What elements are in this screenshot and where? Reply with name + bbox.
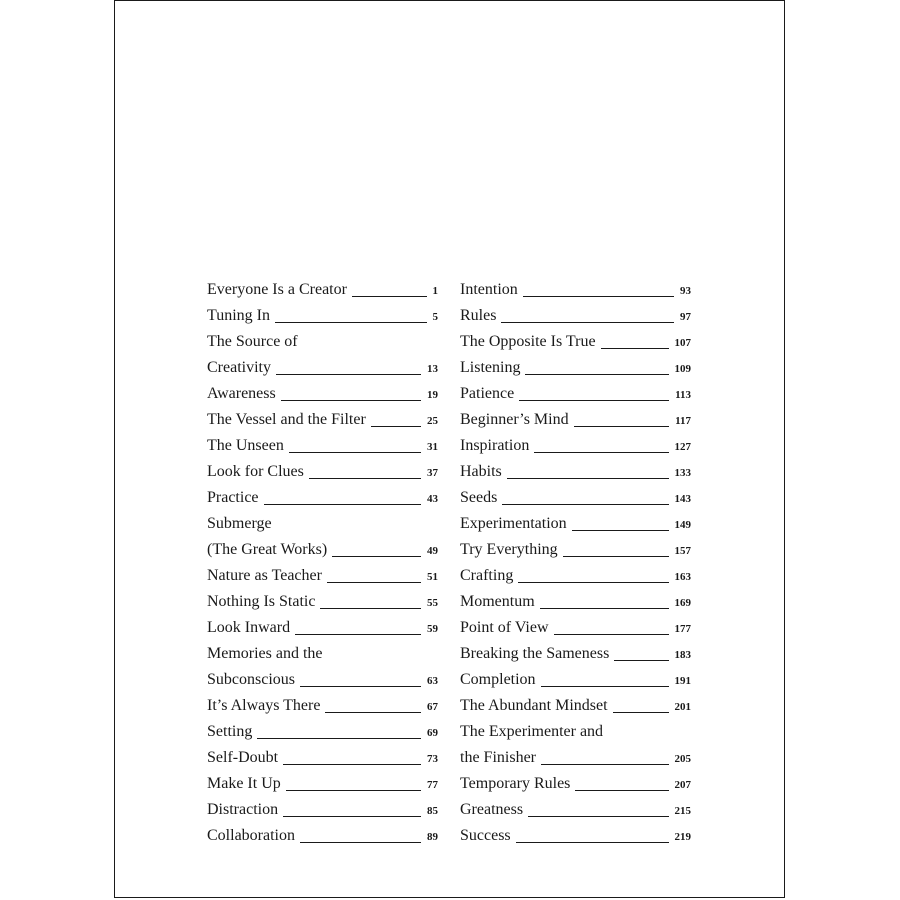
- toc-entry-title: The Opposite Is True: [460, 333, 596, 350]
- toc-entry-page-number: 13: [427, 363, 438, 375]
- toc-entry: [460, 275, 691, 301]
- toc-entry: [460, 509, 691, 535]
- toc-entry: [460, 639, 691, 665]
- toc-entry-title: The Vessel and the Filter: [207, 411, 366, 428]
- toc-leader-line: [518, 582, 668, 583]
- toc-entry-page-number: 67: [427, 701, 438, 713]
- toc-entry-title: Habits: [460, 463, 502, 480]
- toc-entry-title: Seeds: [460, 489, 498, 506]
- toc-leader-line: [501, 322, 674, 323]
- toc-entry-page-number: 51: [427, 571, 438, 583]
- toc-leader-line: [295, 634, 421, 635]
- toc-leader-line: [574, 426, 670, 427]
- toc-entry-title: Collaboration: [207, 827, 295, 844]
- toc-entry: [460, 535, 691, 561]
- toc-entry: [207, 327, 438, 353]
- toc-entry: [207, 379, 438, 405]
- toc-entry-page-number: 113: [675, 389, 691, 401]
- toc-leader-line: [300, 842, 421, 843]
- toc-entry-title: Try Everything: [460, 541, 558, 558]
- toc-entry: [207, 561, 438, 587]
- toc-entry-title: Creativity: [207, 359, 271, 376]
- toc-entry-title: Awareness: [207, 385, 276, 402]
- toc-entry: [207, 665, 438, 691]
- toc-entry: [207, 483, 438, 509]
- toc-column-right: [460, 275, 691, 847]
- toc-entry-title: Beginner’s Mind: [460, 411, 569, 428]
- toc-leader-line: [519, 400, 669, 401]
- toc-entry: [460, 587, 691, 613]
- toc-entry-title: Intention: [460, 281, 518, 298]
- toc-entry: [207, 457, 438, 483]
- toc-leader-line: [325, 712, 421, 713]
- toc-entry-title: Subconscious: [207, 671, 295, 688]
- toc-entry-title: Memories and the: [207, 645, 323, 662]
- toc-entry-title: Patience: [460, 385, 515, 402]
- toc-leader-line: [283, 764, 421, 765]
- toc-entry: [460, 483, 691, 509]
- toc-entry-title: Self-Doubt: [207, 749, 279, 766]
- toc-entry: [460, 613, 691, 639]
- toc-entry-page-number: 143: [674, 493, 691, 505]
- toc-entry-page-number: 63: [427, 675, 438, 687]
- toc-entry-page-number: 177: [674, 623, 691, 635]
- toc-entry: [460, 795, 691, 821]
- toc-leader-line: [264, 504, 421, 505]
- toc-leader-line: [507, 478, 669, 479]
- table-of-contents: [207, 275, 691, 847]
- toc-entry-title: Greatness: [460, 801, 524, 818]
- toc-leader-line: [516, 842, 669, 843]
- toc-leader-line: [286, 790, 421, 791]
- toc-leader-line: [276, 374, 421, 375]
- toc-leader-line: [502, 504, 668, 505]
- toc-entry: [207, 769, 438, 795]
- toc-entry: [460, 717, 691, 743]
- toc-entry: [460, 327, 691, 353]
- toc-entry: [460, 743, 691, 769]
- toc-entry-title: the Finisher: [460, 749, 536, 766]
- toc-leader-line: [540, 608, 669, 609]
- toc-leader-line: [563, 556, 669, 557]
- toc-entry-title: Submerge: [207, 515, 272, 532]
- toc-leader-line: [371, 426, 421, 427]
- toc-entry-title: Nothing Is Static: [207, 593, 316, 610]
- toc-entry-page-number: 25: [427, 415, 438, 427]
- toc-entry-title: Make It Up: [207, 775, 281, 792]
- toc-entry: [207, 795, 438, 821]
- toc-leader-line: [613, 712, 669, 713]
- toc-leader-line: [614, 660, 668, 661]
- toc-entry-page-number: 59: [427, 623, 438, 635]
- toc-leader-line: [289, 452, 421, 453]
- toc-entry-title: The Abundant Mindset: [460, 697, 608, 714]
- toc-entry: [460, 431, 691, 457]
- toc-column-left: [207, 275, 438, 847]
- toc-entry-title: Setting: [207, 723, 253, 740]
- toc-entry-page-number: 215: [674, 805, 691, 817]
- toc-entry-title: Success: [460, 827, 511, 844]
- toc-entry-page-number: 49: [427, 545, 438, 557]
- toc-entry-title: Rules: [460, 307, 497, 324]
- toc-entry-page-number: 43: [427, 493, 438, 505]
- toc-entry-page-number: 183: [674, 649, 691, 661]
- toc-entry-title: Nature as Teacher: [207, 567, 322, 584]
- toc-entry: [207, 821, 438, 847]
- toc-entry-page-number: 97: [680, 311, 691, 323]
- toc-entry-title: (The Great Works): [207, 541, 328, 558]
- toc-leader-line: [309, 478, 421, 479]
- toc-entry: [207, 691, 438, 717]
- toc-entry: [207, 509, 438, 535]
- toc-entry-title: Experimentation: [460, 515, 567, 532]
- toc-entry: [460, 353, 691, 379]
- toc-leader-line: [554, 634, 669, 635]
- toc-entry-title: The Experimenter and: [460, 723, 604, 740]
- toc-leader-line: [601, 348, 669, 349]
- toc-entry: [207, 639, 438, 665]
- toc-entry: [207, 275, 438, 301]
- toc-entry: [207, 743, 438, 769]
- toc-entry: [207, 353, 438, 379]
- toc-entry: [460, 769, 691, 795]
- toc-entry-page-number: 107: [674, 337, 691, 349]
- toc-leader-line: [257, 738, 421, 739]
- toc-entry-page-number: 169: [674, 597, 691, 609]
- toc-entry: [207, 301, 438, 327]
- toc-entry-title: The Source of: [207, 333, 298, 350]
- toc-entry-page-number: 157: [674, 545, 691, 557]
- toc-leader-line: [320, 608, 421, 609]
- toc-leader-line: [281, 400, 421, 401]
- toc-entry: [207, 717, 438, 743]
- toc-entry: [460, 457, 691, 483]
- toc-entry: [207, 587, 438, 613]
- toc-entry-page-number: 191: [674, 675, 691, 687]
- toc-entry-title: Distraction: [207, 801, 279, 818]
- toc-entry-page-number: 19: [427, 389, 438, 401]
- toc-entry-page-number: 93: [680, 285, 691, 297]
- toc-entry-page-number: 69: [427, 727, 438, 739]
- toc-leader-line: [327, 582, 421, 583]
- toc-leader-line: [541, 686, 669, 687]
- toc-entry-page-number: 77: [427, 779, 438, 791]
- toc-leader-line: [332, 556, 421, 557]
- toc-entry-page-number: 127: [674, 441, 691, 453]
- toc-entry-title: Point of View: [460, 619, 549, 636]
- toc-entry-page-number: 109: [674, 363, 691, 375]
- toc-entry-title: The Unseen: [207, 437, 284, 454]
- toc-entry-title: Everyone Is a Creator: [207, 281, 347, 298]
- toc-entry-page-number: 163: [674, 571, 691, 583]
- toc-entry-title: Listening: [460, 359, 521, 376]
- toc-leader-line: [283, 816, 421, 817]
- toc-entry: [460, 301, 691, 327]
- toc-entry-title: It’s Always There: [207, 697, 321, 714]
- toc-entry: [207, 613, 438, 639]
- toc-leader-line: [528, 816, 668, 817]
- toc-leader-line: [352, 296, 427, 297]
- toc-leader-line: [300, 686, 421, 687]
- toc-entry-page-number: 37: [427, 467, 438, 479]
- toc-entry-page-number: 73: [427, 753, 438, 765]
- toc-entry-page-number: 133: [674, 467, 691, 479]
- toc-leader-line: [275, 322, 427, 323]
- toc-entry-title: Crafting: [460, 567, 514, 584]
- toc-entry-page-number: 1: [432, 285, 438, 297]
- toc-leader-line: [541, 764, 669, 765]
- toc-entry: [207, 405, 438, 431]
- toc-entry-page-number: 85: [427, 805, 438, 817]
- toc-entry-title: Practice: [207, 489, 259, 506]
- toc-leader-line: [572, 530, 669, 531]
- toc-entry-page-number: 219: [674, 831, 691, 843]
- toc-entry-page-number: 207: [674, 779, 691, 791]
- toc-entry: [460, 561, 691, 587]
- toc-entry-page-number: 31: [427, 441, 438, 453]
- toc-entry: [460, 691, 691, 717]
- toc-entry-page-number: 55: [427, 597, 438, 609]
- toc-entry-page-number: 149: [674, 519, 691, 531]
- toc-entry: [207, 431, 438, 457]
- toc-entry-title: Temporary Rules: [460, 775, 571, 792]
- toc-leader-line: [534, 452, 668, 453]
- toc-entry-title: Inspiration: [460, 437, 530, 454]
- toc-entry-title: Tuning In: [207, 307, 270, 324]
- toc-entry: [460, 665, 691, 691]
- toc-entry-title: Completion: [460, 671, 536, 688]
- toc-entry-title: Look Inward: [207, 619, 291, 636]
- toc-entry: [460, 405, 691, 431]
- toc-entry-page-number: 117: [675, 415, 691, 427]
- toc-entry-page-number: 205: [674, 753, 691, 765]
- toc-entry-page-number: 201: [674, 701, 691, 713]
- toc-leader-line: [525, 374, 668, 375]
- toc-leader-line: [523, 296, 674, 297]
- toc-entry-title: Momentum: [460, 593, 535, 610]
- toc-entry-title: Look for Clues: [207, 463, 304, 480]
- toc-entry-page-number: 89: [427, 831, 438, 843]
- toc-leader-line: [575, 790, 668, 791]
- toc-entry: [460, 821, 691, 847]
- toc-entry: [207, 535, 438, 561]
- toc-entry-page-number: 5: [432, 311, 438, 323]
- toc-entry: [460, 379, 691, 405]
- toc-entry-title: Breaking the Sameness: [460, 645, 610, 662]
